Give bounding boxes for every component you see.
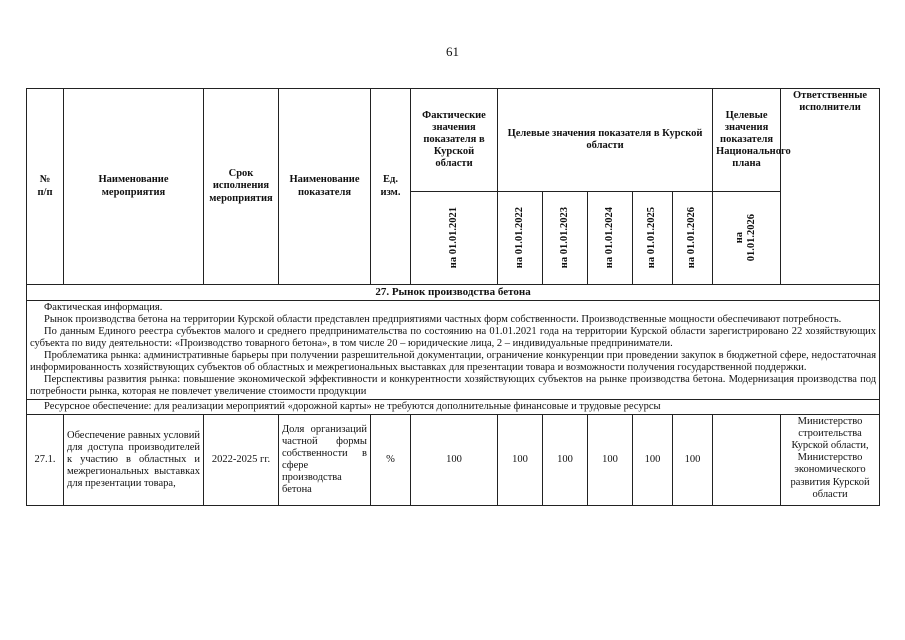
- header-indicator: Наименование показателя: [279, 89, 371, 285]
- row-unit: %: [371, 415, 411, 506]
- section-title-row: [27, 285, 880, 301]
- header-date-2026: на 01.01.2026: [673, 192, 713, 285]
- header-date-2024: на 01.01.2024: [588, 192, 633, 285]
- info-paragraph: Проблематика рынка: административные барьеры при получении разрешительной документации, ограничение конкуренции при проведении закупок в бюджетной сфере, недостаточная информированность хозяйствующих субъектов об областных и межрегиональных выставках для презентации товара и возможности получения государственной поддержки.: [30, 349, 877, 373]
- row-target-2023: 100: [543, 415, 588, 506]
- section-title: 27. Рынок производства бетона: [27, 285, 880, 301]
- header-num: № п/п: [27, 89, 64, 285]
- section-info-row: [27, 300, 880, 400]
- header-target-region: Целевые значения показателя в Курской области: [498, 89, 713, 192]
- header-date-actual: на 01.01.2021: [411, 192, 498, 285]
- info-paragraph: Фактическая информация.: [44, 301, 163, 313]
- header-date-2022: на 01.01.2022: [498, 192, 543, 285]
- header-unit: Ед. изм.: [371, 89, 411, 285]
- row-num: 27.1.: [27, 415, 64, 506]
- row-target-2025: 100: [633, 415, 673, 506]
- header-row-1: [27, 89, 880, 192]
- header-actual-values: Фактические значения показателя в Курской области: [411, 89, 498, 192]
- header-date-2023: на 01.01.2023: [543, 192, 588, 285]
- header-date-national: на 01.01.2026: [713, 192, 781, 285]
- header-deadline: Срок исполнения мероприятия: [204, 89, 279, 285]
- page-number: 61: [446, 44, 459, 59]
- info-paragraph: По данным Единого реестра субъектов малого и среднего предпринимательства по состоянию на 01.01.2021 года на территории Курской области зарегистрировано 22 хозяйствующих субъекта по виду деятельности: «Производство товарного бетона», в том числе 20 – юридические лица, 2 – индивидуальные предприниматели.: [30, 325, 877, 349]
- header-date-2025: на 01.01.2025: [633, 192, 673, 285]
- info-paragraph: Перспективы развития рынка: повышение экономической эффективности и конкурентности хозяйствующих субъектов на рынке производства бетона. Модернизация производства под потребности рынка, которая не повлечет увеличение стоимости продукции: [30, 374, 877, 398]
- row-event: Обеспечение равных условий для доступа производителей к участию в областных и межрегиональных выставках для презентации товара,: [64, 415, 204, 506]
- resources-row: [27, 400, 880, 415]
- header-event-name: Наименование мероприятия: [64, 89, 204, 285]
- row-national-value: [713, 415, 781, 506]
- row-target-2026: 100: [673, 415, 713, 506]
- row-target-2022: 100: [498, 415, 543, 506]
- row-indicator: Доля организаций частной формы собственности в сфере производства бетона: [279, 415, 371, 506]
- roadmap-table: [26, 88, 880, 506]
- header-target-national: Целевые значения показателя Национального плана: [713, 89, 781, 192]
- row-deadline: 2022-2025 гг.: [204, 415, 279, 506]
- section-info: [27, 300, 880, 400]
- header-responsible: Ответственные исполнители: [781, 89, 880, 285]
- resources-text: Ресурсное обеспечение: для реализации мероприятий «дорожной карты» не требуются дополнительные финансовые и трудовые ресурсы: [27, 400, 880, 415]
- info-paragraph: Рынок производства бетона на территории Курской области представлен предприятиями частных форм собственности. Производственные мощности обеспечивают потребность.: [44, 313, 842, 325]
- table-row: [27, 415, 880, 506]
- row-target-2024: 100: [588, 415, 633, 506]
- row-actual-value: 100: [411, 415, 498, 506]
- row-responsible: Министерство строительства Курской области, Министерство экономического развития Курской области: [781, 415, 880, 506]
